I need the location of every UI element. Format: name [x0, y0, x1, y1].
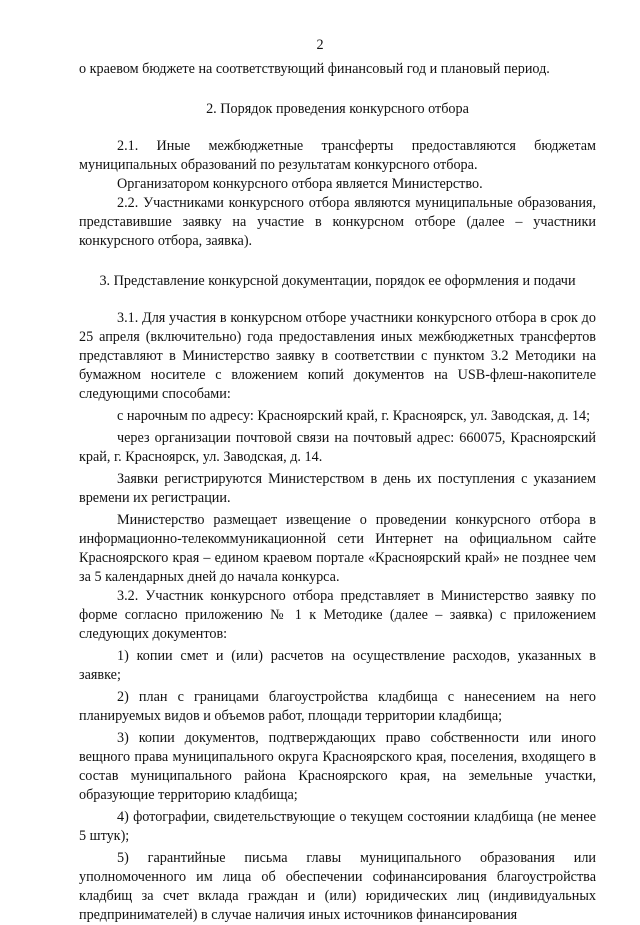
paragraph-2-1: 2.1. Иные межбюджетные трансферты предоставляются бюджетам муниципальных образований по результатам конкурсного отбора.	[79, 138, 596, 173]
paragraph-registration: Заявки регистрируются Министерством в день их поступления с указанием времени их регистрации.	[79, 471, 596, 506]
paragraph-3-1: 3.1. Для участия в конкурсном отборе участники конкурсного отбора в срок до 25 апреля (включительно) года предоставления иных межбюджетных трансфертов представляют в Министерство заявку в соответствии с пунктом 3.2 Методики на бумажном носителе с вложением копий документов на USB-флеш-накопителе следующими способами:	[79, 310, 596, 402]
paragraph-courier: с нарочным по адресу: Красноярский край, г. Красноярск, ул. Заводская, д. 14;	[117, 408, 591, 424]
paragraph-notice: Министерство размещает извещение о проведении конкурсного отбора в информационно-телекоммуникационной сети Интернет на официальном сайте Красноярского края – едином краевом портале «Красноярский край» не позднее чем за 5 календарных дней до начала конкурса.	[79, 512, 596, 585]
paragraph-3-2: 3.2. Участник конкурсного отбора представляет в Министерство заявку по форме согласно приложению № 1 к Методике (далее – заявка) с приложением следующих документов:	[79, 588, 596, 642]
section-heading-2: 2. Порядок проведения конкурсного отбора	[206, 101, 469, 117]
document-body	[79, 60, 596, 925]
paragraph-organizer: Организатором конкурсного отбора является Министерство.	[117, 176, 483, 192]
section-heading-3: 3. Представление конкурсной документации, порядок ее оформления и подачи	[99, 273, 576, 289]
paragraph-postal: через организации почтовой связи на почтовый адрес: 660075, Красноярский край, г. Красноярск, ул. Заводская, д. 14.	[79, 430, 596, 465]
list-item-1: 1) копии смет и (или) расчетов на осуществление расходов, указанных в заявке;	[79, 648, 596, 683]
list-item-2: 2) план с границами благоустройства кладбища с нанесением на него планируемых видов и объемов работ, площади территории кладбища;	[79, 689, 596, 724]
paragraph-2-2: 2.2. Участниками конкурсного отбора являются муниципальные образования, представившие заявку на участие в конкурсном отборе (далее – участники конкурсного отбора, заявка).	[79, 195, 596, 249]
list-item-3: 3) копии документов, подтверждающих право собственности или иного вещного права муниципального округа Красноярского края, поселения, входящего в состав муниципального района Красноярского края, на земельные участки, образующие территорию кладбища;	[79, 730, 596, 803]
page-number: 2	[316, 37, 324, 53]
paragraph-continuation: о краевом бюджете на соответствующий финансовый год и плановый период.	[79, 61, 550, 77]
list-item-5: 5) гарантийные письма главы муниципального образования или уполномоченного им лица об обеспечении софинансирования благоустройства кладбищ за счет вклада граждан и (или) юридических лиц (индивидуальных предпринимателей) в случае наличия иных источников финансирования	[79, 850, 596, 923]
list-item-4: 4) фотографии, свидетельствующие о текущем состоянии кладбища (не менее 5 штук);	[79, 809, 596, 844]
